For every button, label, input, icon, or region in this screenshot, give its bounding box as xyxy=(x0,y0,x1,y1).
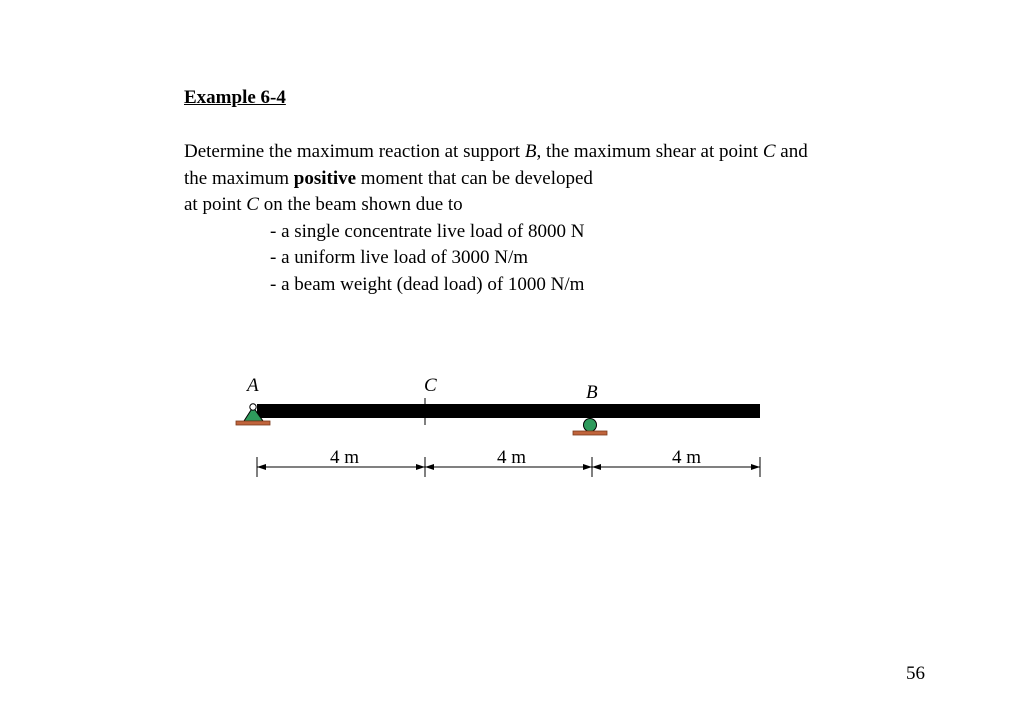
label-b: B xyxy=(586,382,598,403)
support-a-base xyxy=(236,421,270,425)
text-run: at point xyxy=(184,194,247,215)
arrowhead xyxy=(751,464,760,470)
arrowhead xyxy=(416,464,425,470)
text-run: Determine the maximum reaction at support xyxy=(184,141,525,162)
text-run: and xyxy=(775,141,808,162)
text-run: on the beam shown due to xyxy=(258,194,463,215)
load-item: - a beam weight (dead load) of 1000 N/m xyxy=(270,273,585,295)
text-run: , the maximum shear at point xyxy=(536,141,763,162)
text-run: moment that can be developed xyxy=(356,167,593,189)
load-item: - a single concentrate live load of 8000 N xyxy=(270,220,585,242)
arrowhead xyxy=(592,464,601,470)
text-run: the maximum xyxy=(184,167,294,189)
page-number: 56 xyxy=(906,663,925,684)
example-title: Example 6-4 xyxy=(184,87,286,108)
arrowhead xyxy=(583,464,592,470)
beam xyxy=(257,404,760,418)
dim-label-overhang: 4 m xyxy=(672,447,702,468)
arrowhead xyxy=(425,464,434,470)
point-c-ref: C xyxy=(762,141,776,162)
pin-support-a-hinge xyxy=(250,404,256,410)
load-item: - a uniform live load of 3000 N/m xyxy=(270,247,529,268)
dim-label-cb: 4 m xyxy=(497,447,527,468)
label-a: A xyxy=(247,375,259,396)
point-c-ref: C xyxy=(246,194,259,215)
roller-support-b xyxy=(584,419,597,432)
support-b-base xyxy=(573,431,607,435)
support-b-ref: B xyxy=(524,141,537,162)
arrowhead xyxy=(257,464,266,470)
positive-emphasis: positive xyxy=(293,167,357,189)
label-c: C xyxy=(424,375,437,396)
dim-label-ac: 4 m xyxy=(330,447,360,468)
